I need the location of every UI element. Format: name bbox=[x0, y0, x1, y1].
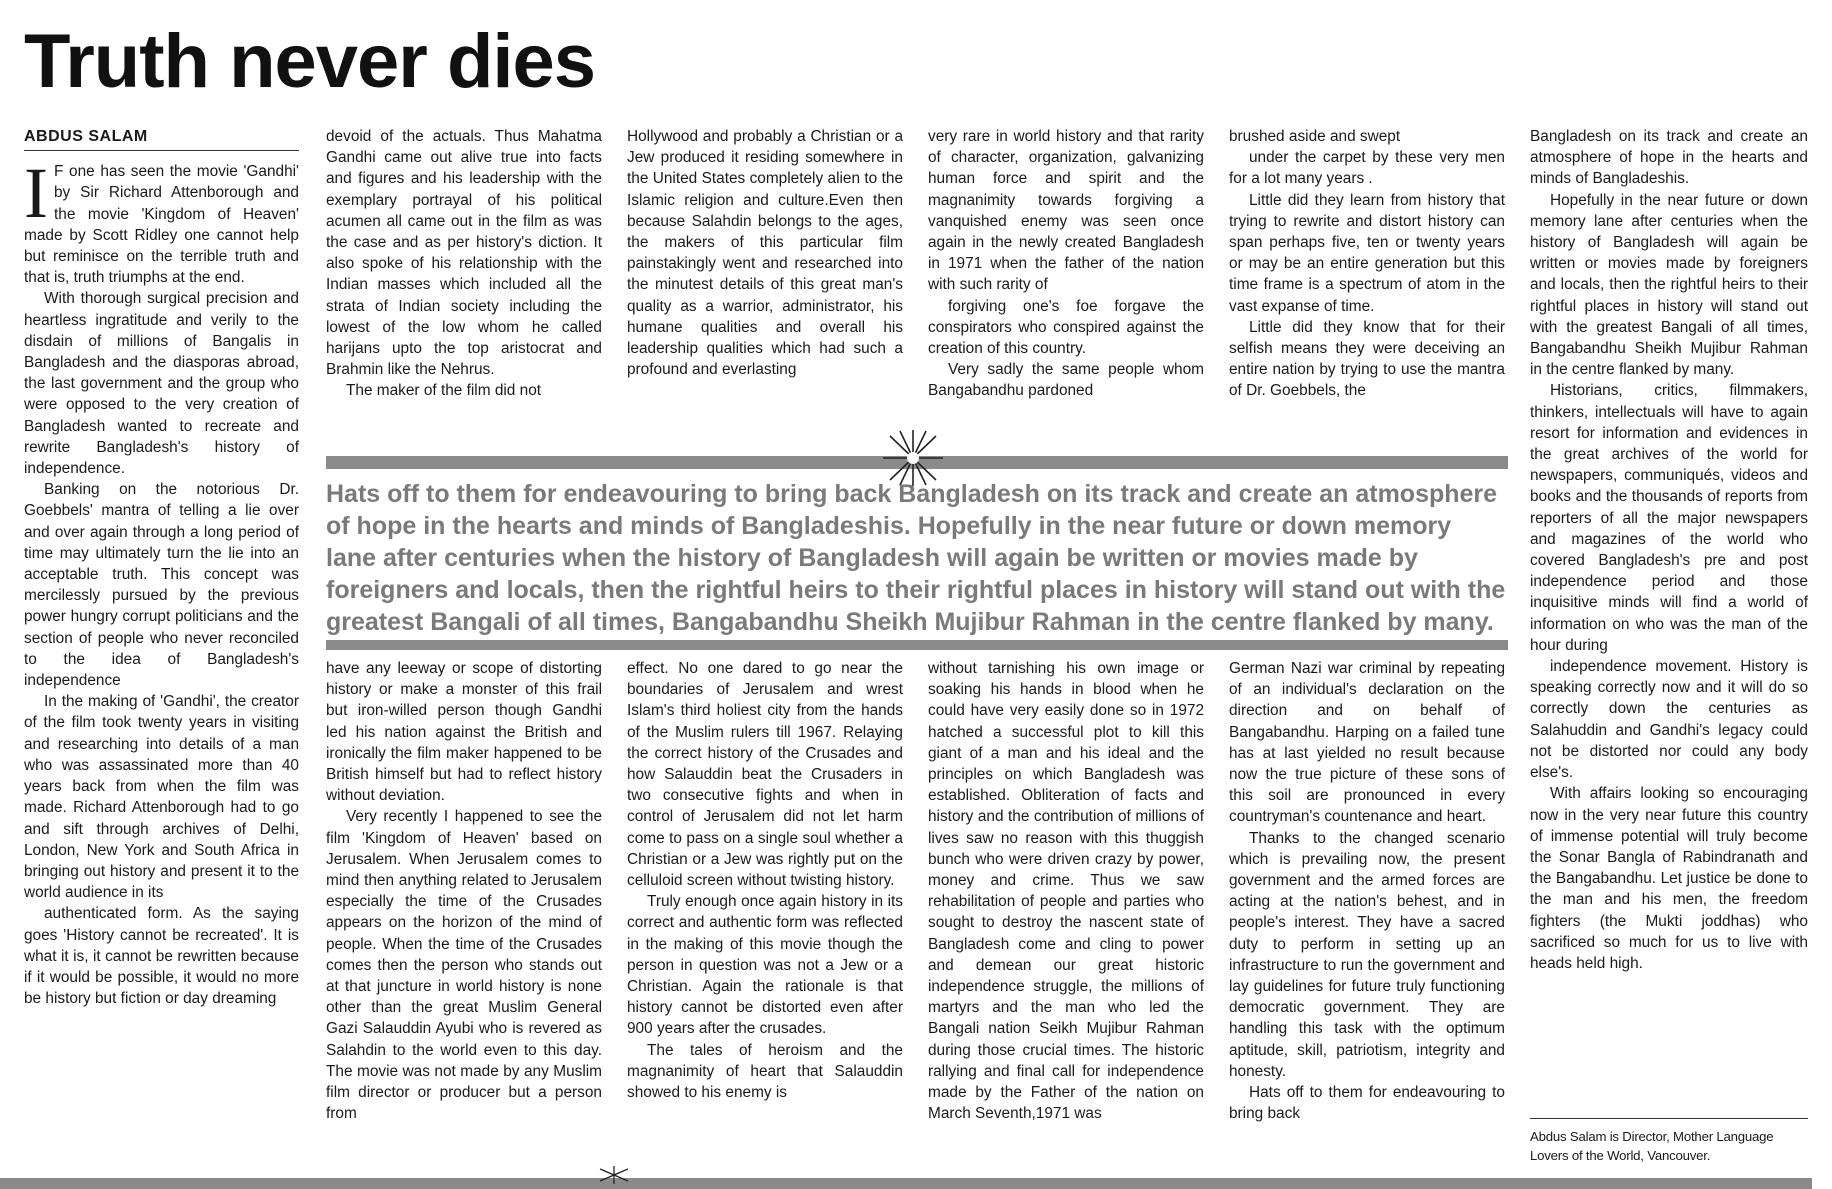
paragraph: independence movement. History is speaking correctly now and it will do so correctly down the centuries as Salahuddin and Gandhi's legacy could not be distorted nor could any body else's. bbox=[1530, 658, 1808, 782]
paragraph: Bangladesh on its track and create an atmosphere of hope in the hearts and minds of Bangladeshis. bbox=[1530, 128, 1808, 188]
column-5-bottom bbox=[1229, 658, 1505, 1173]
paragraph: Little did they know that for their selfish means they were deceiving an entire nation by trying to use the mantra of Dr. Goebbels, the bbox=[1229, 318, 1505, 400]
headline: Truth never dies bbox=[24, 19, 596, 104]
paragraph: forgiving one's foe forgave the conspirators who conspired against the creation of this country. bbox=[928, 297, 1204, 358]
author-footnote: Abdus Salam is Director, Mother Language Lovers of the World, Vancouver. bbox=[1530, 1118, 1808, 1165]
paragraph: very rare in world history and that rarity of character, organization, galvanizing human force and spirit and the magnanimity towards forgiving a vanquished enemy was seen once again in the newly created Bangladesh in 1971 when the father of the nation with such rarity of bbox=[928, 128, 1204, 294]
paragraph: Historians, critics, filmmakers, thinkers, intellectuals will have to again resort for information and evidences in the great archives of the world for newspapers, communiqués, videos and books and the thousands of reports from reporters of all the major newspapers and magazines of the world who covered Bangladesh's pre and post independence period and those inquisitive minds will find a world of information on who was the man of the hour during bbox=[1530, 382, 1808, 654]
paragraph: With affairs looking so encouraging now in the very near future this country of immense potential will truly become the Sonar Bangla of Rabindranath and the Bangabandhu. Let justice be done to the man and his men, the freedom fighters (the Mukti joddhas) who sacrificed so much for us to live with heads held high. bbox=[1530, 785, 1808, 972]
column-3-top bbox=[627, 126, 903, 436]
paragraph: IF one has seen the movie 'Gandhi' by Sir Richard Attenborough and the movie 'Kingdom of Heaven' made by Scott Ridley one cannot help but reminisce on the terrible truth and that is, truth triumphs at the end. bbox=[24, 153, 299, 287]
pull-quote: Hats off to them for endeavouring to bring back Bangladesh on its track and create an atmosphere of hope in the hearts and minds of Bangladeshis. Hopefully in the near future or down memory lane after centuries when the history of Bangladesh will again be written or movies made by foreigners and locals, then the rightful heirs to their rightful places in history will stand out with the greatest Bangali of all times, Bangabandhu Sheikh Mujibur Rahman in the centre flanked by many. bbox=[326, 480, 1506, 636]
paragraph: Very recently I happened to see the film 'Kingdom of Heaven' based on Jerusalem. When Jerusalem comes to mind then anything related to Jerusalem especially the time of the Crusades appears on the horizon of the mind of people. When the time of the Crusades comes then the person who stands out at that juncture in world history is none other than the great Muslim General Gazi Salauddin Ayubi who is revered as Salahdin to the world even to this day. The movie was not made by any Muslim film director or producer but a person from bbox=[326, 808, 602, 1123]
column-5-top bbox=[1229, 126, 1505, 436]
paragraph: Banking on the notorious Dr. Goebbels' mantra of telling a lie over and over again through a long period of time may ultimately turn the lie into an acceptable truth. This concept was mercilessly pursued by the previous power hungry corrupt politicians and the section of people who never reconciled to the idea of Bangladesh's independence bbox=[24, 481, 299, 690]
byline: ABDUS SALAM bbox=[24, 126, 299, 151]
paragraph: under the carpet by these very men for a lot many years . bbox=[1229, 149, 1505, 188]
column-4-top bbox=[928, 126, 1204, 436]
column-3-bottom bbox=[627, 658, 903, 1173]
paragraph: The maker of the film did not bbox=[346, 382, 542, 400]
paragraph: Hollywood and probably a Christian or a Jew produced it residing somewhere in the United States completely alien to the Islamic religion and culture.Even then because Salahdin belongs to the ages, the makers of this particular film painstakingly went and researched into the minutest details of this great man's quality as a warrior, administrator, his humane qualities and overall his leadership qualities which had such a profound and everlasting bbox=[627, 128, 903, 379]
pull-quote-rule-bottom bbox=[326, 640, 1508, 650]
paragraph: In the making of 'Gandhi', the creator of the film took twenty years in visiting and researching into details of a man who was assassinated more than 40 years back from when the film was made. Richard Attenborough had to go and sift through archives of Delhi, London, New York and South Africa in bringing out history and present it to the world audience in its bbox=[24, 693, 299, 902]
column-2-bottom bbox=[326, 658, 602, 1173]
paragraph: Thanks to the changed scenario which is prevailing now, the present government and the armed forces are acting at the nation's behest, and in people's interest. They have a sacred duty to perform in setting up an infrastructure to run the government and lay guidelines for future truly functioning democratic government. They are handling this task with the optimum aptitude, skill, patriotism, integrity and honesty. bbox=[1229, 829, 1505, 1080]
paragraph: brushed aside and swept bbox=[1229, 128, 1401, 145]
paragraph: without tarnishing his own image or soaking his hands in blood when he could have very easily done so in 1972 hatched a successful plot to kill this giant of a man and his ideal and the principles on which Bangladesh was established. Obliteration of facts and history and the contribution of millions of lives saw no reason with this thuggish bunch who were driven crazy by power, money and crime. Thus we saw rehabilitation of people and parties who sought to destroy the nascent state of Bangladesh come and cling to power and demean our great historic independence struggle, the millions of martyrs and the man who led the Bangali nation Seikh Mujibur Rahman during those crucial times. The historic rallying and final call for independence made by the Father of the nation on March Seventh,1971 was bbox=[928, 660, 1204, 1123]
paragraph: Very sadly the same people whom Bangabandhu pardoned bbox=[928, 361, 1204, 400]
column-2-top bbox=[326, 126, 602, 436]
paragraph: Hats off to them for endeavouring to bring back bbox=[1229, 1084, 1505, 1123]
footer-starburst-icon bbox=[596, 1166, 632, 1184]
paragraph: devoid of the actuals. Thus Mahatma Gandhi came out alive true into facts and figures and his leadership with the exemplary portrayal of his political acumen all came out in the film as was the case and as per history's diction. It also spoke of his relationship with the Indian masses which included all the strata of Indian society including the lowest of the low whom he called harijans upto the top aristocrat and Brahmin like the Nehrus. bbox=[326, 128, 602, 379]
column-4-bottom bbox=[928, 658, 1204, 1173]
paragraph: Hopefully in the near future or down memory lane after centuries when the history of Bangladesh will again be written or movies made by foreigners and locals, then the rightful heirs to their rightful places in history will stand out with the greatest Bangali of all times, Bangabandhu Sheikh Mujibur Rahman in the centre flanked by many. bbox=[1530, 191, 1808, 379]
paragraph: have any leeway or scope of distorting history or make a monster of this frail but iron-willed person though Gandhi led his nation against the British and ironically the film maker happened to be British himself but had to reflect history without deviation. bbox=[326, 660, 602, 805]
paragraph: authenticated form. As the saying goes 'History cannot be recreated'. It is what it is, it cannot be rewritten because if it would be possible, it would no more be history but fiction or day dreaming bbox=[24, 905, 299, 1008]
paragraph: Little did they learn from history that trying to rewrite and distort history can span perhaps five, ten or twenty years or may be an entire generation but this time frame is a spectrum of atom in the vast expanse of time. bbox=[1229, 191, 1505, 315]
paragraph: effect. No one dared to go near the boundaries of Jerusalem and wrest Islam's third holiest city from the hands of the Muslim rulers till 1967. Relaying the correct history of the Crusades and how Salauddin beat the Crusaders in two consecutive fights and when in control of Jerusalem did not let harm come to pass on a single soul whether a Christian or a Jew was rightly put on the celluloid screen without twisting history. bbox=[627, 660, 903, 890]
paragraph: The tales of heroism and the magnanimity of heart that Salauddin showed to his enemy is bbox=[627, 1041, 903, 1102]
paragraph: Truly enough once again history in its correct and authentic form was reflected in the making of this movie though the person in question was not a Jew or a Christian. Again the rationale is that history cannot be distorted even after 900 years after the crusades. bbox=[627, 893, 903, 1038]
column-6 bbox=[1530, 126, 1808, 1112]
paragraph: German Nazi war criminal by repeating of an individual's declaration on the direction and on behalf of Bangabandhu. Harping on a failed tune has at last yielded no result because now the true picture of these sons of this soil are pronounced in every countryman's countenance and heart. bbox=[1229, 660, 1505, 826]
paragraph: With thorough surgical precision and heartless ingratitude and verily to the disdain of millions of Bangalis in Bangladesh and the diasporas abroad, the last government and the group who were opposed to the very creation of Bangladesh wanted to recreate and rewrite Bangladesh's history of independence. bbox=[24, 290, 299, 478]
column-1 bbox=[24, 126, 299, 1176]
